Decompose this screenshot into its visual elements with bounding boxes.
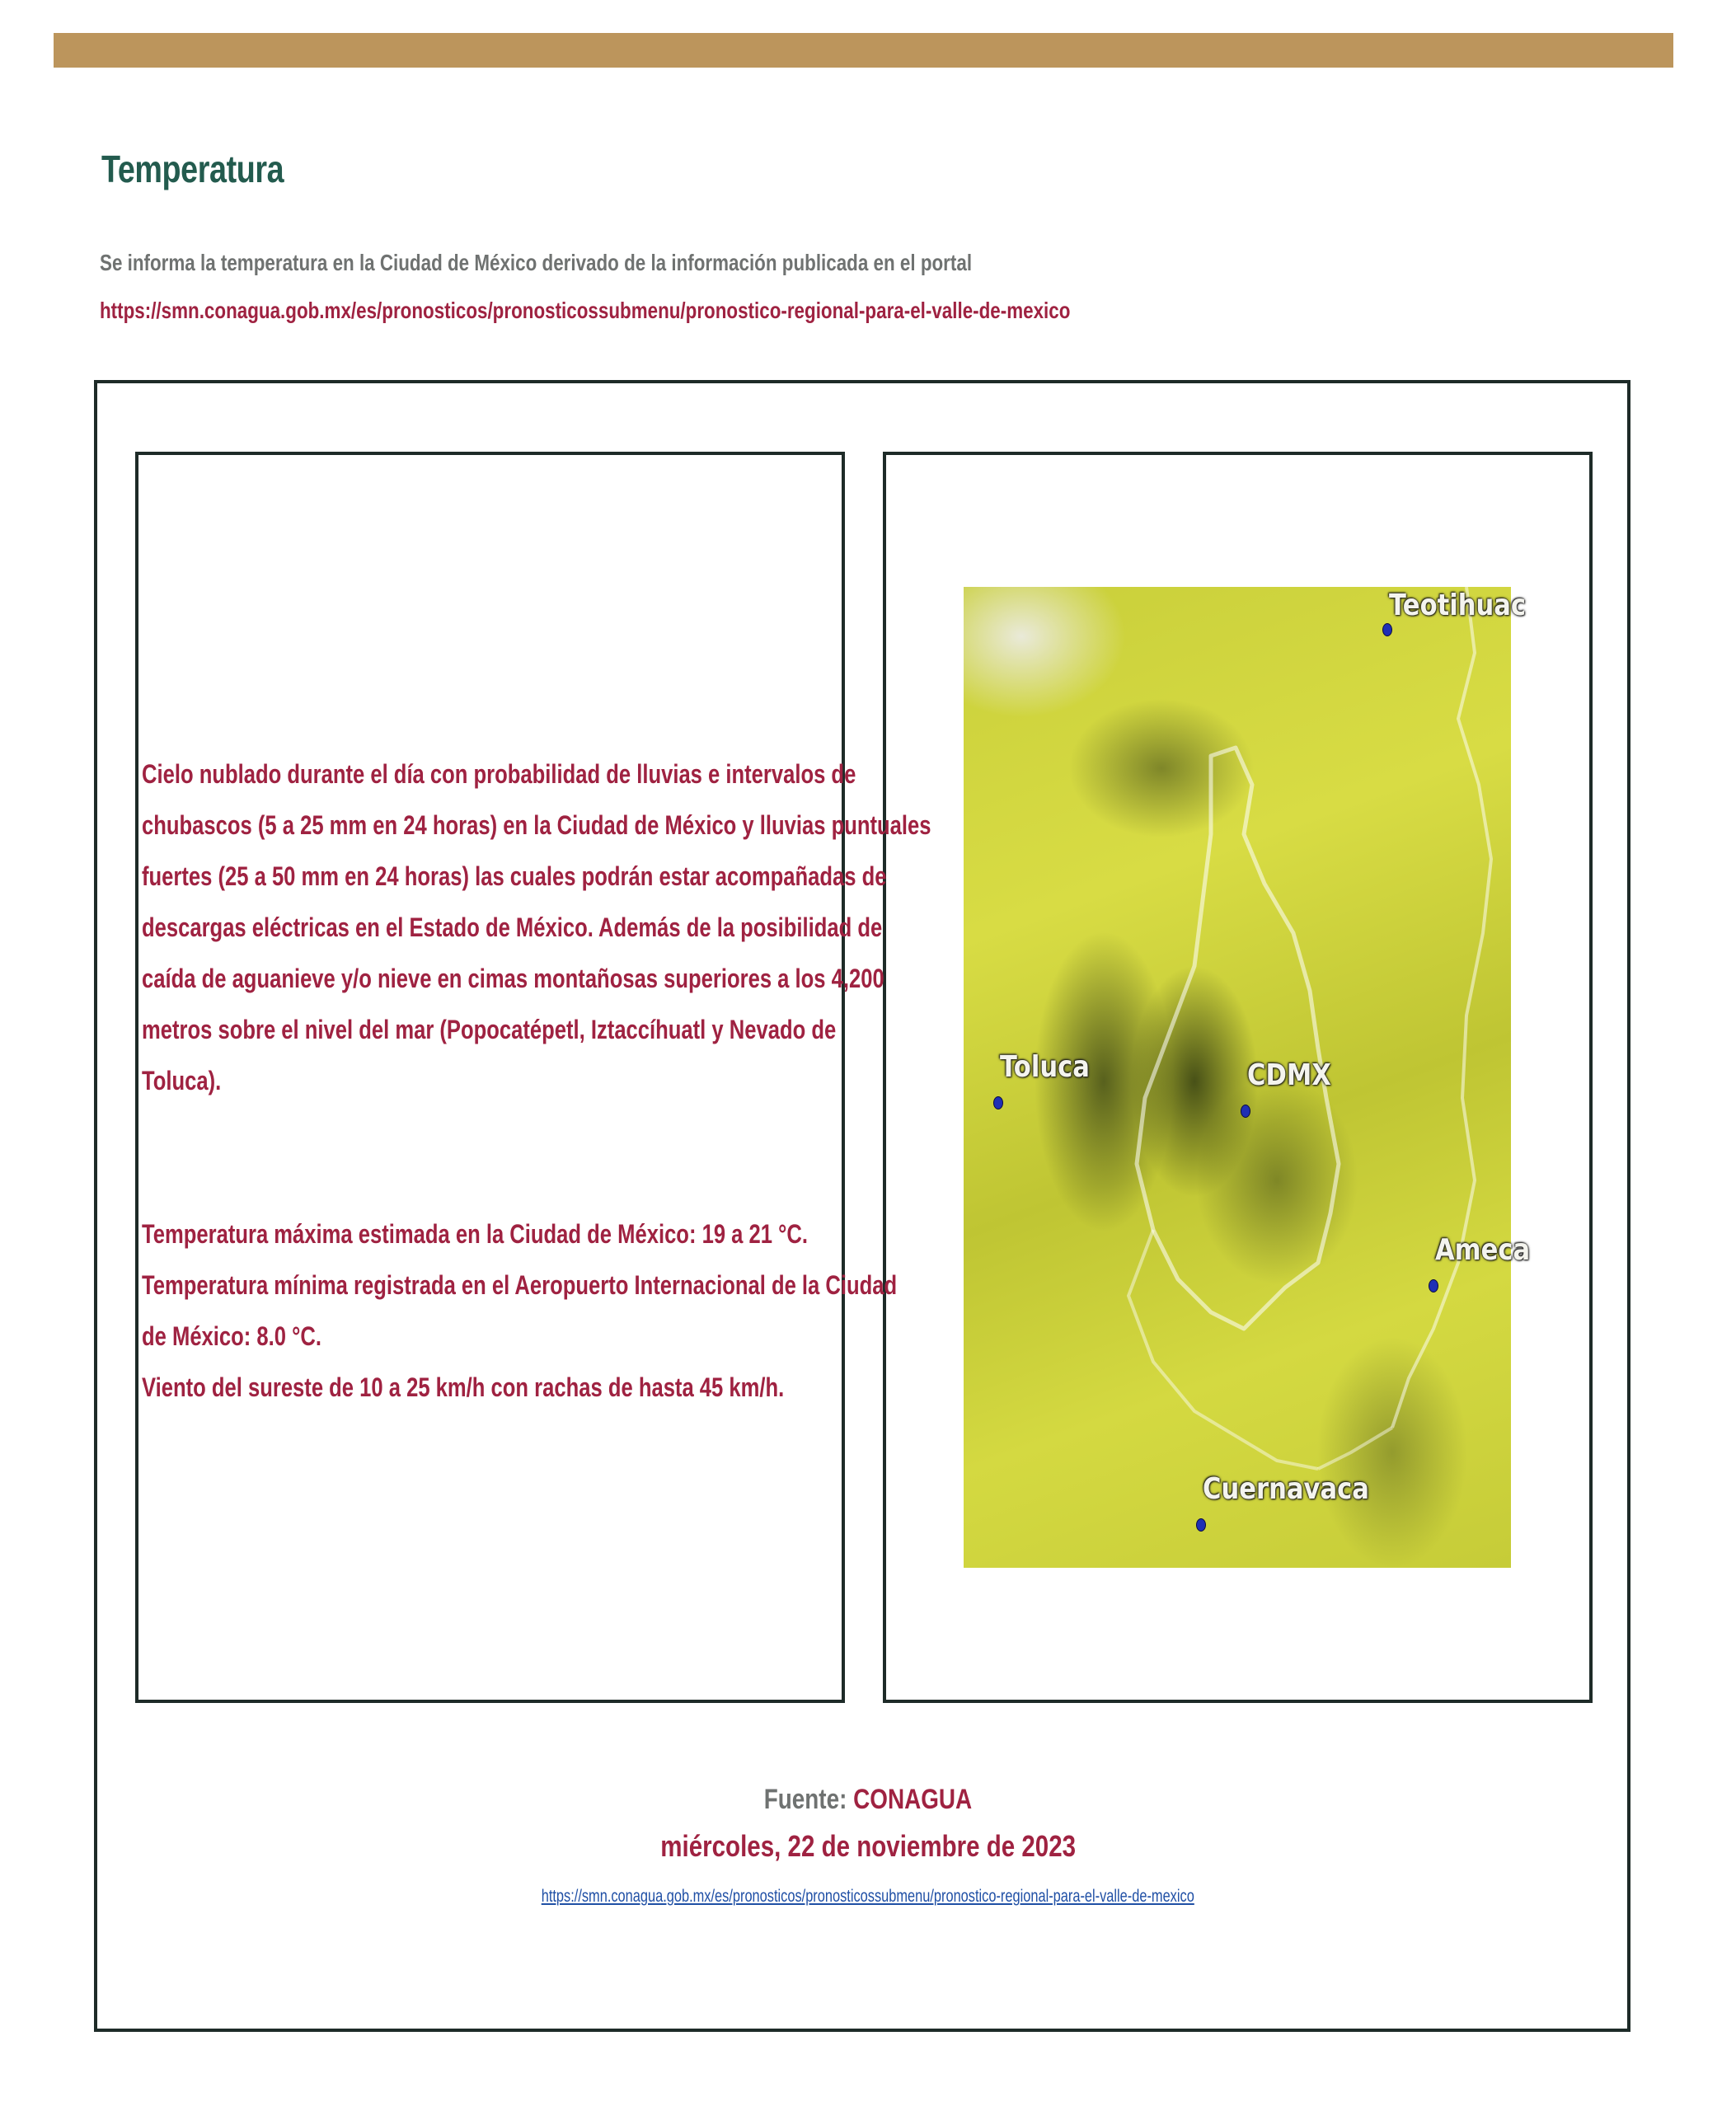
intro-text: Se informa la temperatura en la Ciudad de México derivado de la información publicada en el portal (100, 250, 973, 275)
max-temperature: Temperatura máxima estimada en la Ciudad de México: 19 a 21 °C. (142, 1219, 808, 1249)
wind-info: Viento del sureste de 10 a 25 km/h con rachas de hasta 45 km/h. (142, 1372, 785, 1402)
location-pin-icon (1382, 623, 1392, 636)
cdmx-border (1137, 748, 1339, 1329)
top-accent-bar (54, 33, 1673, 68)
map-label-amecameca: Ameca (1435, 1233, 1531, 1267)
forecast-line: descargas eléctricas en el Estado de México. Además de la posibilidad de (142, 912, 883, 942)
report-date-text: miércoles, 22 de noviembre de 2023 (660, 1829, 1076, 1863)
forecast-line: chubascos (5 a 25 mm en 24 horas) en la Ciudad de México y lluvias puntuales (142, 810, 931, 840)
state-border (1318, 1428, 1392, 1469)
source-link-line (0, 1884, 1736, 1909)
forecast-line: Cielo nublado durante el día con probabilidad de lluvias e intervalos de (142, 759, 856, 789)
page-title: Temperatura (101, 148, 284, 190)
forecast-line: metros sobre el nivel del mar (Popocatépetl, Iztaccíhuatl y Nevado de (142, 1015, 837, 1044)
map-label-cuernavaca: Cuernavaca (1203, 1472, 1369, 1506)
weather-map-image (964, 587, 1531, 1568)
location-pin-icon (1429, 1279, 1438, 1292)
state-border (1128, 1230, 1318, 1469)
forecast-text (142, 748, 931, 1106)
map-label-cdmx: CDMX (1247, 1058, 1331, 1092)
source-link[interactable]: https://smn.conagua.gob.mx/es/pronosticos/pronosticossubmenu/pronostico-regional-para-el-valle-de-mexico (541, 1887, 1195, 1906)
source-value: CONAGUA (853, 1784, 973, 1815)
map-label-teotihuacan: Teotihuac (1389, 589, 1527, 622)
source-line (0, 1780, 1736, 1818)
intro-paragraph (100, 239, 1221, 335)
location-pin-icon (1241, 1105, 1250, 1118)
state-border (1392, 587, 1491, 1428)
temperature-stats (142, 1208, 898, 1413)
location-pin-icon (1196, 1518, 1206, 1532)
min-temperature-cont: de México: 8.0 °C. (142, 1321, 321, 1351)
map-label-toluca: Toluca (1000, 1050, 1090, 1084)
forecast-line: caída de aguanieve y/o nieve en cimas montañosas superiores a los 4,200 (142, 964, 884, 993)
intro-link[interactable]: https://smn.conagua.gob.mx/es/pronosticos/pronosticossubmenu/pronostico-regional-para-el-valle-de-mexico (100, 298, 1071, 323)
forecast-line: fuertes (25 a 50 mm en 24 horas) las cuales podrán estar acompañadas de (142, 861, 887, 891)
forecast-line: Toluca). (142, 1066, 222, 1095)
source-label: Fuente: (763, 1784, 847, 1815)
report-date (0, 1826, 1736, 1867)
min-temperature: Temperatura mínima registrada en el Aeropuerto Internacional de la Ciudad (142, 1270, 898, 1300)
location-pin-icon (993, 1096, 1003, 1109)
